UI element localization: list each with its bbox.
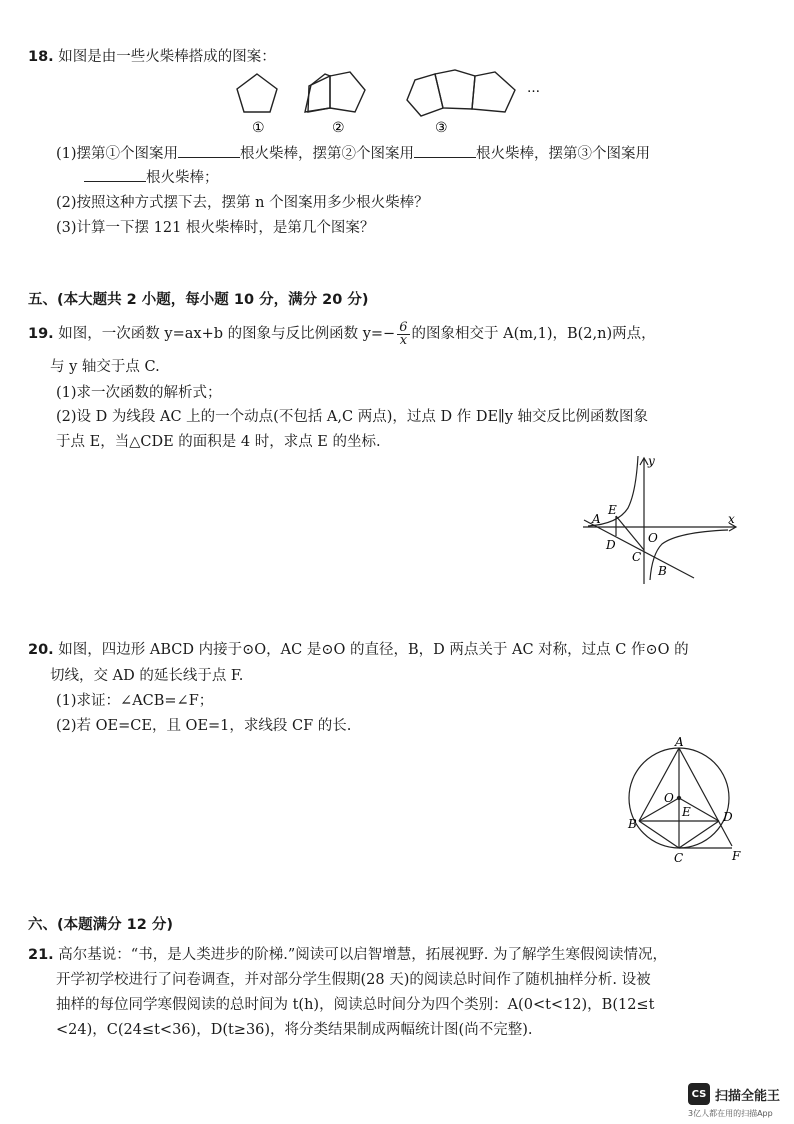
linear-function-line (584, 520, 694, 578)
q18-stem-text: 如图是由一些火柴棒搭成的图案： (58, 49, 276, 65)
pentagon-shape (330, 72, 365, 112)
label-x: x (728, 512, 735, 526)
q18-part3: (3)计算一下摆 121 根火柴棒时，是第几个图案？ (56, 220, 375, 236)
q19-frac-denominator: x (399, 332, 408, 348)
segment-AF (679, 748, 732, 846)
pentagon-shape (407, 74, 443, 116)
center-point-O (677, 796, 681, 800)
label-B: B (628, 817, 637, 831)
camscanner-name: 扫描全能王 (715, 1088, 781, 1104)
camscanner-slogan: 3亿人都在用的扫描App (688, 1109, 773, 1118)
q19-part2-line1: (2)设 D 为线段 AC 上的一个动点(不包括 A,C 两点)，过点 D 作 DE∥y 轴交反比例函数图象 (56, 409, 649, 425)
q21-text-1: 高尔基说：“书，是人类进步的阶梯.”阅读可以启智增慧，拓展视野. 为了解学生寒假阅读情况， (58, 947, 667, 963)
q18-number: 18. (28, 49, 54, 65)
q21-line3: 抽样的每位同学寒假阅读的总时间为 t(h)，阅读总时间分为四个类别：A(0<t<12)，B(12≤t (56, 997, 655, 1013)
q19-part2-line2: 于点 E，当△CDE 的面积是 4 时，求点 E 的坐标. (56, 434, 381, 450)
label-O: O (664, 791, 674, 805)
q18-part1-text-a: (1)摆第①个图案用 (56, 146, 179, 162)
q21-line4: <24)，C(24≤t<36)，D(t≥36)，将分类结果制成两幅统计图(尚不完整). (56, 1022, 533, 1038)
q18-part1-text-b: 根火柴棒，摆第②个图案用 (240, 146, 415, 162)
pentagon-shape (435, 70, 475, 109)
q18-part1-text-c: 根火柴棒，摆第③个图案用 (476, 146, 651, 162)
label-E: E (682, 805, 691, 819)
q18-ellipsis: … (527, 81, 540, 96)
label-A: A (592, 512, 601, 526)
label-B: B (658, 564, 667, 578)
q19-part1: (1)求一次函数的解析式； (56, 385, 222, 401)
q18-matchstick-figures (225, 62, 565, 140)
q20-number: 20. (28, 642, 54, 658)
q19-frac-numerator: 6 (399, 319, 408, 335)
pentagon-shape (308, 76, 330, 112)
pentagon-shape (237, 74, 277, 112)
q19-stem-line2: 与 y 轴交于点 C. (50, 359, 160, 375)
label-y: y (648, 454, 655, 468)
label-C: C (674, 851, 684, 865)
q20-part2: (2)若 OE=CE，且 OE=1，求线段 CF 的长. (56, 718, 352, 734)
label-D: D (606, 538, 616, 552)
q19-stem-line1 (28, 321, 656, 347)
section-5-heading: 五、(本大题共 2 小题，每小题 10 分，满分 20 分) (28, 292, 369, 308)
q18-part1-line1 (56, 143, 650, 164)
q18-part1-line2 (84, 167, 219, 188)
q19-number: 19. (28, 326, 54, 342)
pentagon-shape (472, 72, 515, 112)
section-6-heading: 六、(本题满分 12 分) (28, 917, 174, 933)
answer-blank[interactable] (178, 143, 240, 158)
label-O: O (648, 531, 658, 545)
q21-number: 21. (28, 947, 54, 963)
q18-label-3: ③ (435, 120, 448, 136)
q19-stem-b: 的图象相交于 A(m,1)，B(2,n)两点， (411, 326, 656, 342)
q20-circle-figure (620, 708, 750, 868)
label-A: A (675, 735, 684, 749)
q18-label-1: ① (252, 120, 265, 136)
q18-part1-text-d: 根火柴棒； (146, 170, 219, 186)
answer-blank[interactable] (84, 167, 146, 182)
q20-stem-line2: 切线，交 AD 的延长线于点 F. (50, 668, 244, 684)
q18-label-2: ② (332, 120, 345, 136)
q21-line1 (28, 945, 667, 965)
q19-fraction (397, 319, 409, 348)
label-C: C (632, 550, 642, 564)
camscanner-badge-icon: CS (688, 1083, 710, 1105)
q20-stem-a: 如图，四边形 ABCD 内接于⊙O，AC 是⊙O 的直径，B，D 两点关于 AC 对称，过点 C 作⊙O 的 (58, 642, 689, 658)
q19-graph-figure (578, 450, 748, 590)
answer-blank[interactable] (414, 143, 476, 158)
q21-line2: 开学初学校进行了问卷调查，并对部分学生假期(28 天)的阅读总时间作了随机抽样分析. 设被 (56, 972, 651, 988)
q20-part1: (1)求证：∠ACB=∠F； (56, 693, 214, 709)
camscanner-logo (688, 1083, 780, 1105)
label-E: E (608, 503, 617, 517)
q18-part2: (2)按照这种方式摆下去，摆第 n 个图案用多少根火柴棒？ (56, 195, 429, 211)
q20-stem-line1 (28, 640, 689, 660)
label-F: F (732, 849, 741, 863)
label-D: D (723, 810, 733, 824)
q19-stem-a: 如图，一次函数 y=ax+b 的图象与反比例函数 y=− (58, 326, 396, 342)
